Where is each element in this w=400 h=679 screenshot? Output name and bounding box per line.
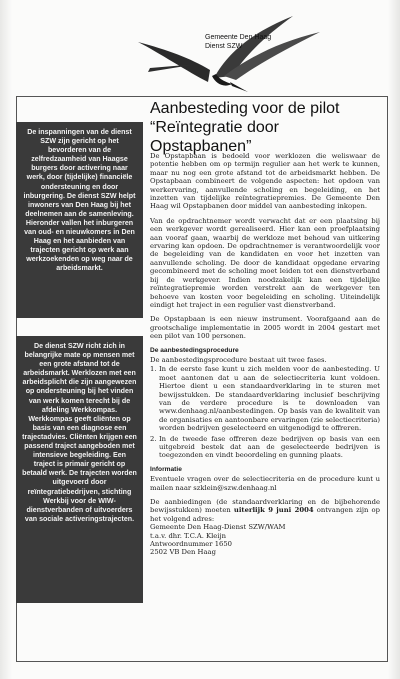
sidebar-target-group-text: De dienst SZW richt zich in belangrijke mate op mensen met een grote afstand tot de arbeidsmarkt. Werklozen met een arbeidsplicht die zijn aangewezen op ondersteuning bij het vinden van werk komen terecht bij de afdeling Werkkompas. Werkkompas geeft cliënten op basis van een diagnose een trajectadvies. Cliënten krijgen een passend traject aangeboden met intensieve begeleiding. Een traject is primair gericht op betaald werk. De trajecten worden uitgevoerd door reïntegratiebedrijven, stichting Werkbij voor de WIW-dienstverbanden of uitvoerders van sociale activeringstrajecten. xyxy=(22,342,137,523)
sidebar-target-group-box xyxy=(16,336,143,603)
address-line: Antwoordnummer 1650 xyxy=(150,540,232,549)
organisation-name xyxy=(205,34,271,51)
address-line: t.a.v. dhr. T.C.A. Kleijn xyxy=(150,531,226,540)
paragraph-pilot: De Opstapbaan is een nieuw instrument. Voorafgaand aan de grootschalige implementatie in 2005 wordt in 2004 gestart met een pilot van 100 personen. xyxy=(150,315,380,341)
org-line-2: Dienst SZW xyxy=(205,42,243,50)
address-line: 2502 VB Den Haag xyxy=(150,548,216,557)
page-title xyxy=(150,99,382,156)
procedure-intro: De aanbestedingsprocedure bestaat uit twee fases. xyxy=(150,355,327,364)
deadline-date: uiterlijk 9 juni 2004 xyxy=(233,506,314,515)
heron-logo xyxy=(128,12,328,94)
procedure-item-1 xyxy=(150,365,380,432)
procedure-heading: De aanbestedingsprocedure xyxy=(150,346,239,354)
deadline-outro: ontvangen zijn op het volgend adres: xyxy=(150,506,380,523)
article-body xyxy=(150,152,380,557)
postal-address xyxy=(150,523,380,557)
paragraph-opdrachtnemer: Van de opdrachtnemer wordt verwacht dat er een plaatsing bij een werkgever wordt gerealiseerd. Hier kan een proefplaatsing aan vooraf gaan, waarbij de werkloze met behoud van uitkering ervaring kan opdoen. De opdrachtnemer is verantwoordelijk voor de begeleiding van de kandidaten en voor het inzetten van aanvullende scholing. De door de kandidaat opgedane ervaring gecombineerd met de scholing moet leiden tot een dienstverband bij de werkgever. Indien noodzakelijk kan een tijdelijke reïntegratiepremie worden verstrekt aan de werkgever ten behoeve van kosten voor begeleiding en scholing. Uiteindelijk eindigt het traject in een regulier vast dienstverband. xyxy=(150,216,380,309)
info-text: Eventuele vragen over de selectiecriteria en de procedure kunt u mailen naar szklein@szw.denhaag.nl xyxy=(150,475,380,492)
procedure-item-text: In de tweede fase offreren deze bedrijven op basis van een uitgebreid bestek dat aan de geselecteerde bedrijven is toegezonden en vindt beoordeling en gunning plaats. xyxy=(159,434,380,460)
sidebar-intro-text: De inspanningen van de dienst SZW zijn gericht op het bevorderen van de zelfredzaamheid van Haagse burgers door activering naar werk, door (tijdelijke) financiële ondersteuning en door inburgering. De dienst SZW helpt inwoners van Den Haag bij het deelnemen aan de samenleving. Hieronder vallen het inburgeren van oud- en nieuwkomers in Den Haag en het aanbieden van trajecten gericht op werk aan werkzoekenden op weg naar de arbeidsmarkt. xyxy=(23,128,136,273)
title-line-1: Aanbesteding voor de pilot xyxy=(150,100,340,117)
procedure-item-2 xyxy=(150,435,380,460)
deadline-paragraph xyxy=(150,498,380,523)
sidebar-intro-box xyxy=(16,122,143,318)
address-line: Gemeente Den Haag-Dienst SZW/WAM xyxy=(150,523,286,532)
title-line-2: “Reïntegratie door Opstapbanen” xyxy=(150,119,279,155)
procedure-item-text: In de eerste fase kunt u zich melden voor de aanbesteding. U moet aantonen dat u aan de selectiecriteria kunt voldoen. Hiertoe dient u een standaardverklaring in te sturen met bewijsstukken. De standaardverklaring inclusief beschrijving van de verdere procedure is te downloaden van www.denhaag.nl/aanbestedingen. Op basis van de kwaliteit van de organisaties en aantoonbare ervaringen (zie selectiecriteria) worden bedrijven geselecteerd en uitgenodigd te offreren. xyxy=(159,365,380,433)
info-heading: Informatie xyxy=(150,465,182,473)
deadline-intro: De aanbiedingen (de standaardverklaring en de bijbehorende bewijsstukken) moeten xyxy=(150,498,380,515)
procedure-item-number: 1. xyxy=(150,365,157,374)
procedure-item-number: 2. xyxy=(150,434,157,443)
paragraph-opstapbaan: De Opstapbaan is bedoeld voor werklozen die weliswaar de potentie hebben om op termijn regulier aan het werk te kunnen, maar nu nog een grote afstand tot de arbeidsmarkt hebben. De Opstapbaan combineert de volgende aspecten: het opdoen van werkervaring, aanvullende scholing en begeleiding, en het inzetten van tijdelijke reïntegratiepremies. De Gemeente Den Haag wil Opstapbanen door middel van aanbesteding inkopen. xyxy=(150,152,380,211)
org-line-1: Gemeente Den Haag xyxy=(205,34,272,41)
